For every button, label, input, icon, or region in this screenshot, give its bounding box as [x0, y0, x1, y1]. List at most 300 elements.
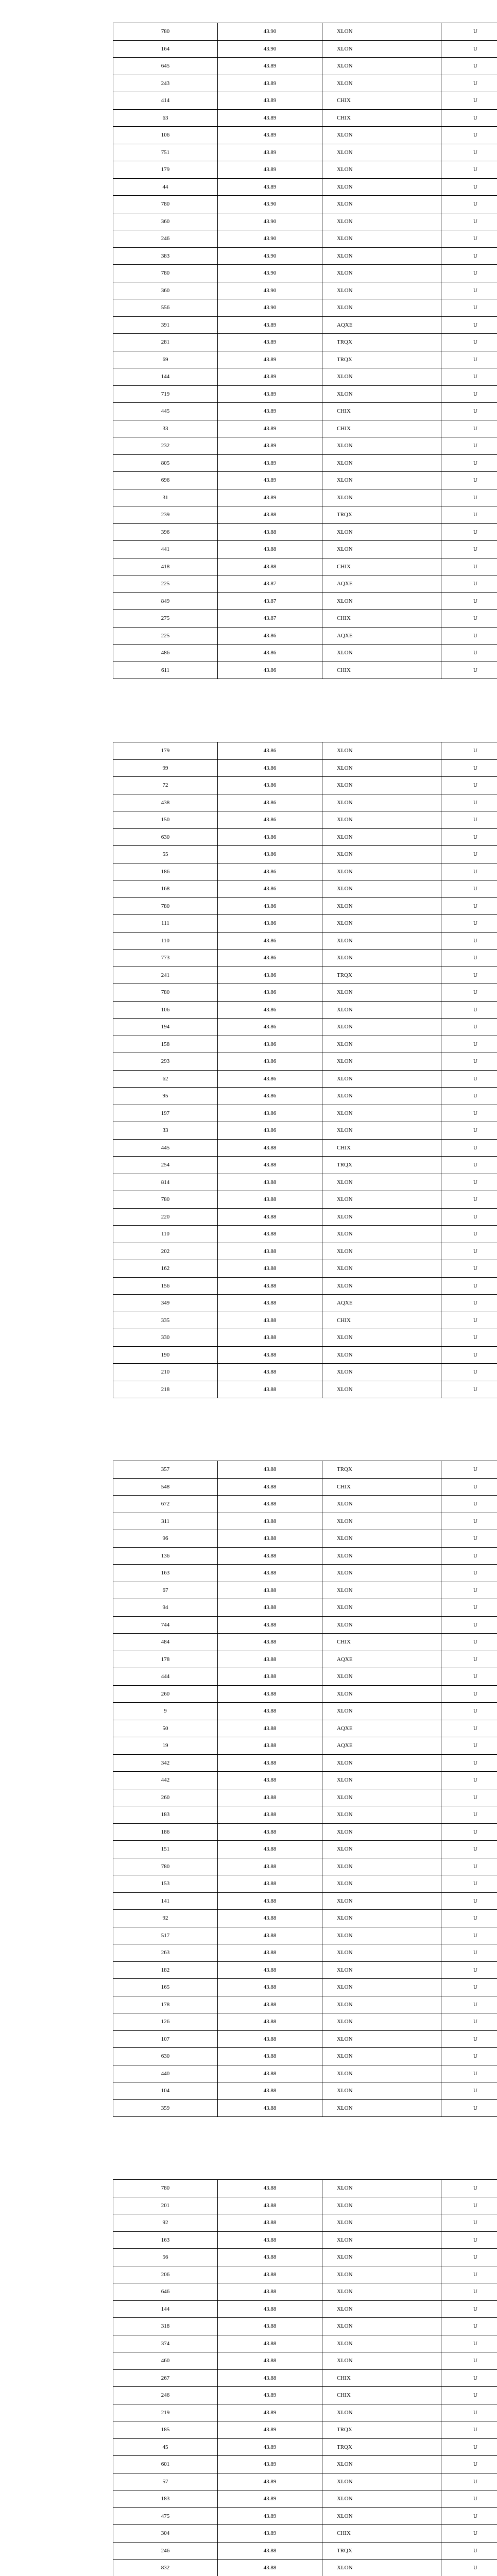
venue-cell: XLON	[322, 1979, 441, 1996]
venue-cell: XLON	[322, 1530, 441, 1548]
table-row	[113, 299, 497, 317]
table-row	[113, 1381, 497, 1398]
venue-cell: XLON	[322, 950, 441, 967]
currency-cell: U	[441, 2473, 497, 2490]
currency-cell: U	[441, 472, 497, 489]
venue-cell: XLON	[322, 1754, 441, 1772]
price-cell: 43.89	[218, 316, 322, 334]
volume-cell: 349	[113, 1295, 218, 1312]
volume-cell: 185	[113, 2421, 218, 2439]
price-cell: 43.89	[218, 368, 322, 386]
venue-cell: CHIX	[322, 1634, 441, 1651]
price-cell: 43.88	[218, 1346, 322, 1364]
volume-cell: 183	[113, 1806, 218, 1824]
currency-cell: U	[441, 247, 497, 265]
currency-cell: U	[441, 1277, 497, 1295]
currency-cell: U	[441, 777, 497, 794]
volume-cell: 254	[113, 1157, 218, 1174]
currency-cell: U	[441, 2369, 497, 2387]
currency-cell: U	[441, 828, 497, 846]
volume-cell: 440	[113, 2065, 218, 2082]
volume-cell: 126	[113, 2013, 218, 2031]
table-row	[113, 506, 497, 524]
currency-cell: U	[441, 1381, 497, 1398]
venue-cell: XLON	[322, 282, 441, 299]
venue-cell: AQXE	[322, 575, 441, 593]
volume-cell: 780	[113, 265, 218, 282]
table-row	[113, 863, 497, 880]
table-row	[113, 915, 497, 933]
table-row	[113, 575, 497, 593]
currency-cell: U	[441, 1105, 497, 1122]
venue-cell: XLON	[322, 1789, 441, 1806]
table-row	[113, 420, 497, 437]
table-row	[113, 1157, 497, 1174]
volume-cell: 241	[113, 967, 218, 984]
venue-cell: XLON	[322, 58, 441, 75]
table-row	[113, 1754, 497, 1772]
venue-cell: XLON	[322, 1105, 441, 1122]
volume-cell: 179	[113, 742, 218, 760]
venue-cell: XLON	[322, 23, 441, 41]
currency-cell: U	[441, 1346, 497, 1364]
volume-cell: 360	[113, 282, 218, 299]
venue-cell: XLON	[322, 2490, 441, 2508]
volume-cell: 246	[113, 230, 218, 248]
venue-cell: XLON	[322, 1208, 441, 1226]
volume-cell: 780	[113, 23, 218, 41]
trade-table	[113, 1461, 497, 2117]
price-cell: 43.89	[218, 144, 322, 161]
price-cell: 43.88	[218, 1823, 322, 1841]
table-row	[113, 1565, 497, 1582]
table-row	[113, 742, 497, 760]
table-row	[113, 523, 497, 541]
volume-cell: 197	[113, 1105, 218, 1122]
currency-cell: U	[441, 1329, 497, 1347]
table-row	[113, 282, 497, 299]
price-cell: 43.88	[218, 1547, 322, 1565]
volume-cell: 374	[113, 2335, 218, 2352]
price-cell: 43.86	[218, 742, 322, 760]
table-row	[113, 196, 497, 213]
volume-cell: 601	[113, 2456, 218, 2473]
price-cell: 43.88	[218, 2249, 322, 2266]
table-row	[113, 472, 497, 489]
trade-table-block-2	[113, 742, 497, 1398]
currency-cell: U	[441, 1892, 497, 1910]
price-cell: 43.86	[218, 627, 322, 645]
currency-cell: U	[441, 1478, 497, 1496]
currency-cell: U	[441, 1243, 497, 1260]
table-row	[113, 2231, 497, 2249]
currency-cell: U	[441, 2249, 497, 2266]
price-cell: 43.88	[218, 1910, 322, 1927]
currency-cell: U	[441, 1461, 497, 1479]
price-cell: 43.88	[218, 1703, 322, 1720]
venue-cell: TRQX	[322, 1461, 441, 1479]
volume-cell: 780	[113, 1191, 218, 1209]
venue-cell: XLON	[322, 1996, 441, 2013]
volume-cell: 517	[113, 1927, 218, 1944]
volume-cell: 33	[113, 1122, 218, 1140]
currency-cell: U	[441, 2387, 497, 2404]
price-cell: 43.88	[218, 2231, 322, 2249]
currency-cell: U	[441, 40, 497, 58]
volume-cell: 186	[113, 863, 218, 880]
price-cell: 43.88	[218, 1754, 322, 1772]
volume-cell: 110	[113, 1226, 218, 1243]
price-cell: 43.88	[218, 1858, 322, 1875]
venue-cell: XLON	[322, 1191, 441, 1209]
price-cell: 43.88	[218, 1772, 322, 1789]
currency-cell: U	[441, 1944, 497, 1962]
venue-cell: XLON	[322, 368, 441, 386]
venue-cell: XLON	[322, 1875, 441, 1893]
table-row	[113, 1806, 497, 1824]
venue-cell: XLON	[322, 213, 441, 230]
currency-cell: U	[441, 794, 497, 811]
currency-cell: U	[441, 1053, 497, 1071]
price-cell: 43.87	[218, 575, 322, 593]
price-cell: 43.88	[218, 2560, 322, 2576]
price-cell: 43.89	[218, 420, 322, 437]
venue-cell: XLON	[322, 1858, 441, 1875]
table-row	[113, 1530, 497, 1548]
table-row	[113, 1243, 497, 1260]
volume-cell: 158	[113, 1036, 218, 1053]
venue-cell: XLON	[322, 897, 441, 915]
currency-cell: U	[441, 541, 497, 558]
currency-cell: U	[441, 2048, 497, 2065]
currency-cell: U	[441, 1122, 497, 1140]
price-cell: 43.88	[218, 1174, 322, 1191]
price-cell: 43.88	[218, 1295, 322, 1312]
volume-cell: 106	[113, 127, 218, 144]
currency-cell: U	[441, 2542, 497, 2560]
table-row	[113, 1088, 497, 1105]
price-cell: 43.88	[218, 1312, 322, 1329]
venue-cell: AQXE	[322, 627, 441, 645]
currency-cell: U	[441, 2507, 497, 2525]
price-cell: 43.90	[218, 196, 322, 213]
price-cell: 43.86	[218, 950, 322, 967]
venue-cell: XLON	[322, 2318, 441, 2335]
price-cell: 43.87	[218, 610, 322, 628]
price-cell: 43.88	[218, 2048, 322, 2065]
venue-cell: XLON	[322, 1260, 441, 1278]
table-row	[113, 1875, 497, 1893]
volume-cell: 190	[113, 1346, 218, 1364]
volume-cell: 780	[113, 984, 218, 1002]
table-row	[113, 1858, 497, 1875]
price-cell: 43.89	[218, 2456, 322, 2473]
volume-cell: 56	[113, 2249, 218, 2266]
venue-cell: XLON	[322, 178, 441, 196]
table-row	[113, 1513, 497, 1530]
volume-cell: 342	[113, 1754, 218, 1772]
volume-cell: 486	[113, 645, 218, 662]
volume-cell: 260	[113, 1789, 218, 1806]
price-cell: 43.88	[218, 2335, 322, 2352]
venue-cell: XLON	[322, 1513, 441, 1530]
table-row	[113, 1346, 497, 1364]
venue-cell: XLON	[322, 541, 441, 558]
price-cell: 43.89	[218, 2438, 322, 2456]
currency-cell: U	[441, 1364, 497, 1381]
table-row	[113, 662, 497, 679]
trade-table-block-3	[113, 1461, 497, 2117]
currency-cell: U	[441, 2335, 497, 2352]
currency-cell: U	[441, 265, 497, 282]
table-row	[113, 247, 497, 265]
table-row	[113, 178, 497, 196]
currency-cell: U	[441, 662, 497, 679]
currency-cell: U	[441, 1616, 497, 1634]
currency-cell: U	[441, 2438, 497, 2456]
venue-cell: XLON	[322, 454, 441, 472]
price-cell: 43.89	[218, 92, 322, 110]
trade-table-block-1	[113, 23, 497, 679]
currency-cell: U	[441, 2082, 497, 2100]
volume-cell: 19	[113, 1737, 218, 1755]
price-cell: 43.88	[218, 2197, 322, 2214]
currency-cell: U	[441, 385, 497, 403]
table-row	[113, 213, 497, 230]
currency-cell: U	[441, 1088, 497, 1105]
trade-table	[113, 23, 497, 679]
table-row	[113, 1053, 497, 1071]
table-row	[113, 1651, 497, 1668]
currency-cell: U	[441, 196, 497, 213]
table-row	[113, 1478, 497, 1496]
volume-cell: 780	[113, 897, 218, 915]
price-cell: 43.89	[218, 2473, 322, 2490]
table-row	[113, 2065, 497, 2082]
volume-cell: 672	[113, 1496, 218, 1513]
venue-cell: XLON	[322, 127, 441, 144]
volume-cell: 164	[113, 40, 218, 58]
venue-cell: XLON	[322, 1910, 441, 1927]
price-cell: 43.88	[218, 1685, 322, 1703]
table-row	[113, 2473, 497, 2490]
table-row	[113, 932, 497, 950]
currency-cell: U	[441, 1961, 497, 1979]
volume-cell: 814	[113, 1174, 218, 1191]
price-cell: 43.86	[218, 1001, 322, 1019]
venue-cell: XLON	[322, 915, 441, 933]
volume-cell: 780	[113, 196, 218, 213]
venue-cell: AQXE	[322, 1651, 441, 1668]
currency-cell: U	[441, 1260, 497, 1278]
price-cell: 43.89	[218, 2404, 322, 2421]
table-row	[113, 92, 497, 110]
table-row	[113, 1789, 497, 1806]
volume-cell: 630	[113, 828, 218, 846]
volume-cell: 72	[113, 777, 218, 794]
volume-cell: 611	[113, 662, 218, 679]
table-row	[113, 1668, 497, 1686]
venue-cell: CHIX	[322, 662, 441, 679]
currency-cell: U	[441, 1565, 497, 1582]
table-row	[113, 2490, 497, 2508]
price-cell: 43.89	[218, 2490, 322, 2508]
currency-cell: U	[441, 1312, 497, 1329]
venue-cell: XLON	[322, 2283, 441, 2301]
venue-cell: XLON	[322, 40, 441, 58]
currency-cell: U	[441, 1191, 497, 1209]
currency-cell: U	[441, 575, 497, 593]
venue-cell: CHIX	[322, 2387, 441, 2404]
table-row	[113, 2180, 497, 2197]
volume-cell: 163	[113, 2231, 218, 2249]
venue-cell: XLON	[322, 1496, 441, 1513]
venue-cell: CHIX	[322, 558, 441, 575]
currency-cell: U	[441, 2099, 497, 2117]
volume-cell: 780	[113, 2180, 218, 2197]
venue-cell: CHIX	[322, 2525, 441, 2543]
price-cell: 43.88	[218, 2300, 322, 2318]
price-cell: 43.86	[218, 846, 322, 863]
currency-cell: U	[441, 2525, 497, 2543]
price-cell: 43.88	[218, 2065, 322, 2082]
volume-cell: 182	[113, 1961, 218, 1979]
table-row	[113, 2421, 497, 2439]
venue-cell: XLON	[322, 2507, 441, 2525]
volume-cell: 246	[113, 2542, 218, 2560]
venue-cell: XLON	[322, 1277, 441, 1295]
volume-cell: 178	[113, 1996, 218, 2013]
table-row	[113, 1720, 497, 1737]
venue-cell: XLON	[322, 932, 441, 950]
price-cell: 43.86	[218, 777, 322, 794]
venue-cell: XLON	[322, 1174, 441, 1191]
volume-cell: 95	[113, 1088, 218, 1105]
currency-cell: U	[441, 2490, 497, 2508]
price-cell: 43.86	[218, 984, 322, 1002]
currency-cell: U	[441, 1139, 497, 1157]
currency-cell: U	[441, 1634, 497, 1651]
venue-cell: XLON	[322, 2231, 441, 2249]
table-row	[113, 950, 497, 967]
volume-cell: 165	[113, 1979, 218, 1996]
table-row	[113, 2369, 497, 2387]
currency-cell: U	[441, 558, 497, 575]
volume-cell: 357	[113, 1461, 218, 1479]
volume-cell: 31	[113, 489, 218, 506]
venue-cell: XLON	[322, 2197, 441, 2214]
price-cell: 43.88	[218, 1530, 322, 1548]
venue-cell: XLON	[322, 863, 441, 880]
table-row	[113, 1461, 497, 1479]
currency-cell: U	[441, 2231, 497, 2249]
volume-cell: 186	[113, 1823, 218, 1841]
volume-cell: 104	[113, 2082, 218, 2100]
table-row	[113, 1260, 497, 1278]
venue-cell: XLON	[322, 2266, 441, 2283]
venue-cell: XLON	[322, 196, 441, 213]
price-cell: 43.88	[218, 2099, 322, 2117]
volume-cell: 460	[113, 2352, 218, 2370]
volume-cell: 168	[113, 880, 218, 898]
currency-cell: U	[441, 2013, 497, 2031]
volume-cell: 484	[113, 1634, 218, 1651]
volume-cell: 156	[113, 1277, 218, 1295]
table-row	[113, 2197, 497, 2214]
currency-cell: U	[441, 1858, 497, 1875]
price-cell: 43.86	[218, 1070, 322, 1088]
volume-cell: 67	[113, 1582, 218, 1599]
venue-cell: XLON	[322, 2214, 441, 2232]
venue-cell: XLON	[322, 230, 441, 248]
table-row	[113, 316, 497, 334]
venue-cell: XLON	[322, 1892, 441, 1910]
currency-cell: U	[441, 1530, 497, 1548]
volume-cell: 335	[113, 1312, 218, 1329]
table-row	[113, 1703, 497, 1720]
table-row	[113, 897, 497, 915]
volume-cell: 548	[113, 1478, 218, 1496]
volume-cell: 556	[113, 299, 218, 317]
price-cell: 43.88	[218, 558, 322, 575]
price-cell: 43.88	[218, 1513, 322, 1530]
currency-cell: U	[441, 420, 497, 437]
table-row	[113, 1772, 497, 1789]
table-row	[113, 592, 497, 610]
volume-cell: 719	[113, 385, 218, 403]
currency-cell: U	[441, 742, 497, 760]
table-row	[113, 1295, 497, 1312]
venue-cell: XLON	[322, 2082, 441, 2100]
volume-cell: 163	[113, 1565, 218, 1582]
volume-cell: 92	[113, 1910, 218, 1927]
price-cell: 43.88	[218, 541, 322, 558]
price-cell: 43.88	[218, 1720, 322, 1737]
volume-cell: 311	[113, 1513, 218, 1530]
table-row	[113, 2456, 497, 2473]
price-cell: 43.88	[218, 2013, 322, 2031]
volume-cell: 202	[113, 1243, 218, 1260]
table-row	[113, 1547, 497, 1565]
volume-cell: 194	[113, 1019, 218, 1036]
price-cell: 43.88	[218, 523, 322, 541]
currency-cell: U	[441, 915, 497, 933]
price-cell: 43.89	[218, 334, 322, 351]
price-cell: 43.89	[218, 58, 322, 75]
price-cell: 43.88	[218, 1599, 322, 1617]
table-row	[113, 984, 497, 1002]
currency-cell: U	[441, 1496, 497, 1513]
volume-cell: 162	[113, 1260, 218, 1278]
currency-cell: U	[441, 75, 497, 92]
venue-cell: XLON	[322, 1823, 441, 1841]
table-row	[113, 1105, 497, 1122]
volume-cell: 141	[113, 1892, 218, 1910]
venue-cell: XLON	[322, 437, 441, 455]
venue-cell: CHIX	[322, 1139, 441, 1157]
price-cell: 43.90	[218, 230, 322, 248]
price-cell: 43.88	[218, 2352, 322, 2370]
currency-cell: U	[441, 592, 497, 610]
table-row	[113, 1823, 497, 1841]
table-row	[113, 1841, 497, 1858]
volume-cell: 318	[113, 2318, 218, 2335]
venue-cell: XLON	[322, 794, 441, 811]
table-row	[113, 2048, 497, 2065]
table-row	[113, 2249, 497, 2266]
venue-cell: XLON	[322, 828, 441, 846]
volume-cell: 69	[113, 351, 218, 368]
